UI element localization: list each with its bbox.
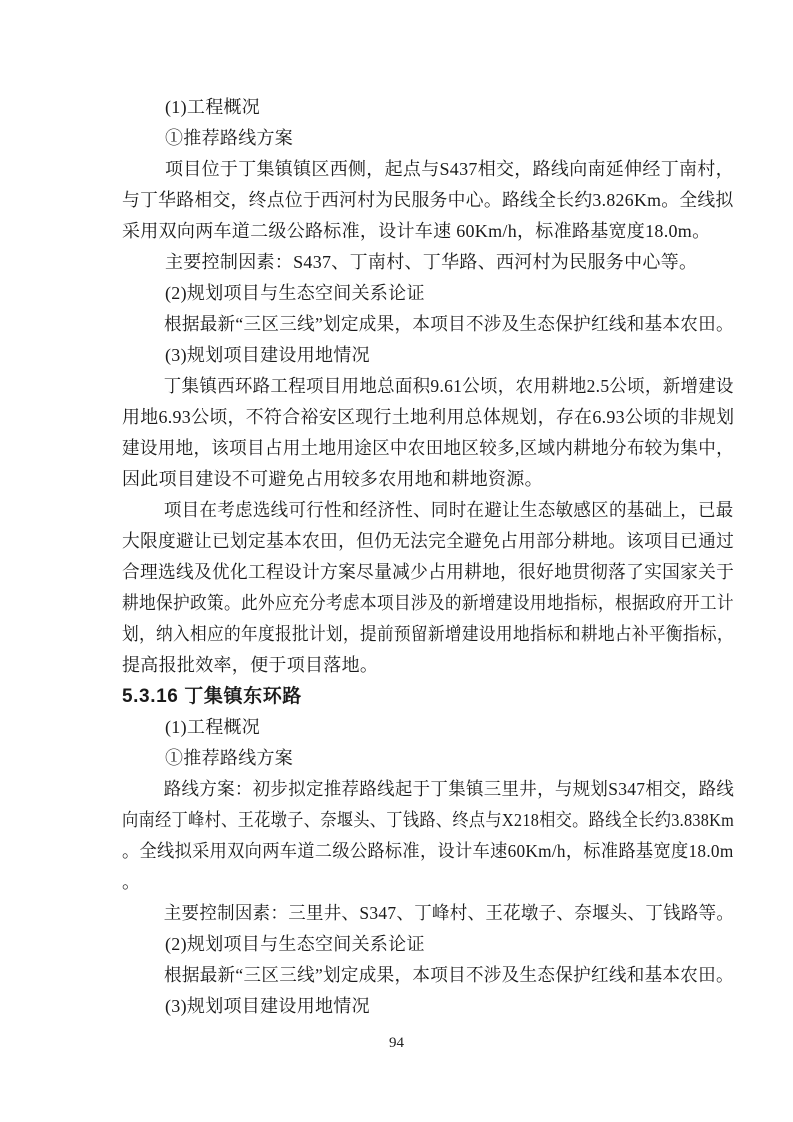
document-body [122,92,734,1022]
text-line: 合理选线及优化工程设计方案尽量减少占用耕地，很好地贯彻落了实国家关于 [122,562,735,582]
text-line: (1)工程概况 [165,717,261,737]
section-heading [122,681,734,712]
text-line: (3)规划项目建设用地情况 [165,345,370,365]
paragraph [122,309,734,340]
text-line: (2)规划项目与生态空间关系论证 [165,283,425,303]
paragraph [122,898,734,929]
paragraph [122,774,734,898]
sub-heading [122,123,734,154]
sub-heading [122,991,734,1022]
sub-heading [122,712,734,743]
sub-heading [122,278,734,309]
paragraph [122,371,734,495]
text-line: 。 [122,872,141,892]
text-line: 用地6.93公顷，不符合裕安区现行土地利用总体规划，存在6.93公顷的非规划 [122,407,735,427]
text-line: 建设用地，该项目占用土地用途区中农田地区较多,区域内耕地分布较为集中， [122,438,734,458]
paragraph [122,960,734,991]
text-line: ①推荐路线方案 [165,128,294,148]
text-line: 耕地保护政策。此外应充分考虑本项目涉及的新增建设用地指标，根据政府开工计 [122,593,734,613]
text-line: 向南经丁峰村、王花墩子、奈堰头、丁钱路、终点与X218相交。路线全长约3.838Km [122,810,735,830]
sub-heading [122,92,734,123]
text-line: 根据最新“三区三线”划定成果，本项目不涉及生态保护红线和基本农田。 [163,965,734,985]
text-line: ①推荐路线方案 [165,748,294,768]
text-line: 根据最新“三区三线”划定成果，本项目不涉及生态保护红线和基本农田。 [163,314,734,334]
text-line: (1)工程概况 [165,97,261,117]
text-line: (2)规划项目与生态空间关系论证 [165,934,425,954]
sub-heading [122,929,734,960]
paragraph [122,154,734,247]
paragraph [122,495,734,681]
text-line: 丁集镇西环路工程项目用地总面积9.61公顷，农用耕地2.5公顷，新增建设 [163,376,734,396]
text-line: 划，纳入相应的年度报批计划，提前预留新增建设用地指标和耕地占补平衡指标， [122,624,734,644]
page-number: 94 [389,1035,404,1051]
page-footer [0,1035,793,1052]
text-line: 因此项目建设不可避免占用较多农用地和耕地资源。 [122,469,543,489]
text-line: 提高报批效率，便于项目落地。 [122,655,379,675]
text-line: 项目在考虑选线可行性和经济性、同时在避让生态敏感区的基础上，已最 [163,500,734,520]
sub-heading [122,340,734,371]
text-line: 。全线拟采用双向两车道二级公路标准，设计车速60Km/h，标准路基宽度18.0m [122,841,734,861]
text-line: 与丁华路相交，终点位于西河村为民服务中心。路线全长约3.826Km。全线拟 [122,190,734,210]
paragraph [122,247,734,278]
text-line: 5.3.16 丁集镇东环路 [122,686,302,707]
text-line: 主要控制因素：S437、丁南村、丁华路、西河村为民服务中心等。 [165,252,698,272]
sub-heading [122,743,734,774]
text-line: (3)规划项目建设用地情况 [165,996,370,1016]
text-line: 采用双向两车道二级公路标准，设计车速 60Km/h，标准路基宽度18.0m。 [122,221,711,241]
text-line: 大限度避让已划定基本农田，但仍无法完全避免占用部分耕地。该项目已通过 [122,531,735,551]
text-line: 主要控制因素：三里井、S347、丁峰村、王花墩子、奈堰头、丁钱路等。 [163,903,735,923]
text-line: 路线方案：初步拟定推荐路线起于丁集镇三里井，与规划S347相交，路线 [163,779,735,799]
text-line: 项目位于丁集镇镇区西侧，起点与S437相交，路线向南延伸经丁南村， [165,159,734,179]
